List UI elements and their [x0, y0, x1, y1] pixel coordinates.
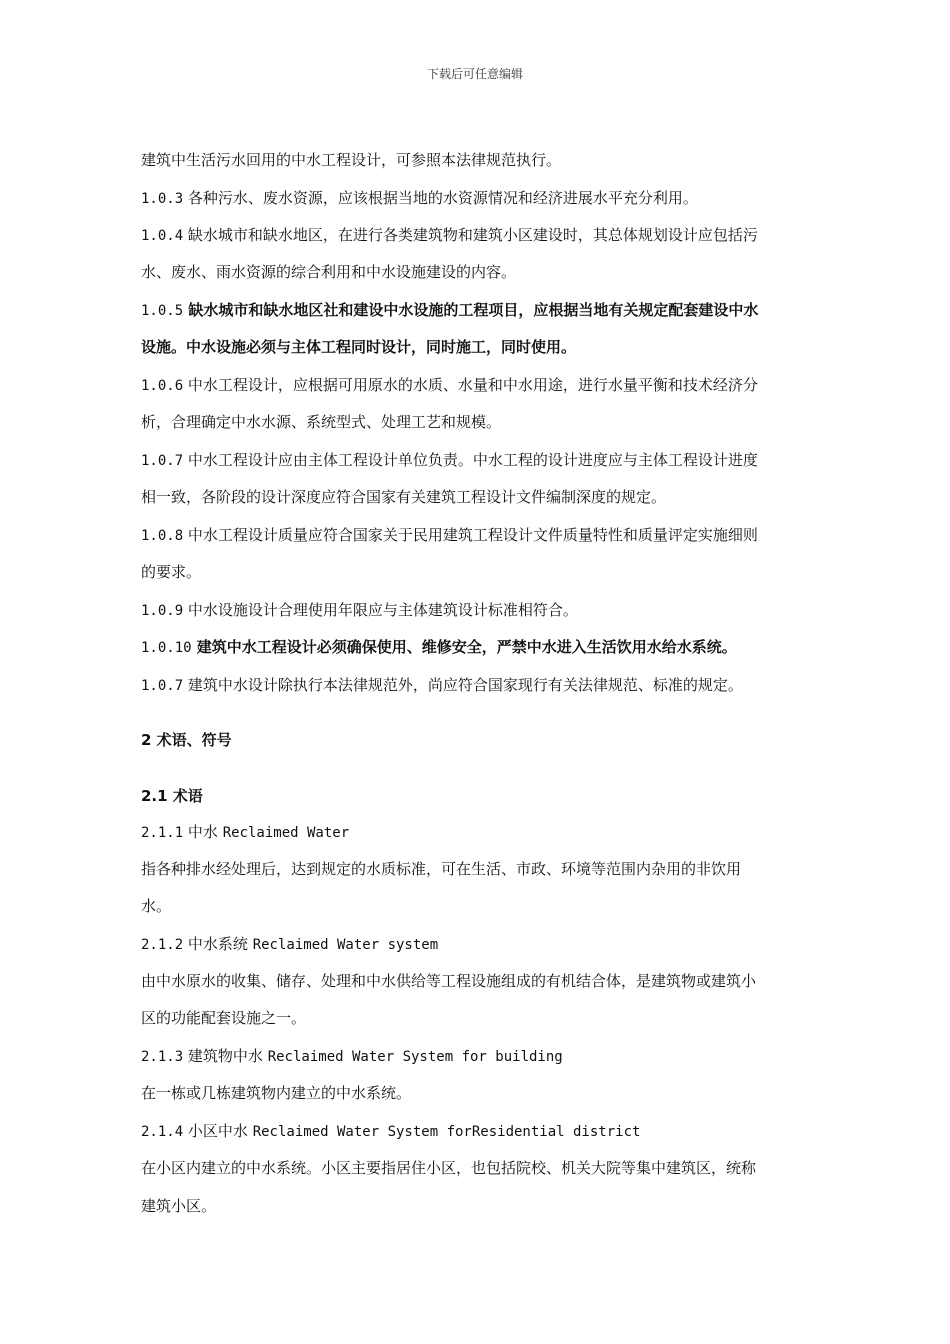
clause-1-0-7: [141, 450, 758, 471]
clause-1-0-10: [141, 637, 737, 658]
clause-1-0-9: [141, 600, 578, 621]
term-number: 2.1.3: [141, 1049, 184, 1065]
line-text: 建筑中生活污水回用的中水工程设计，可参照本法律规范执行。: [141, 151, 562, 169]
clause-text: 中水设施设计合理使用年限应与主体建筑设计标准相符合。: [183, 601, 578, 619]
line-text: 指各种排水经处理后，达到规定的水质标准，可在生活、市政、环境等范围内杂用的非饮用: [141, 860, 742, 878]
clause-number: 1.0.6: [141, 378, 184, 394]
clause-1-0-8: [141, 525, 758, 546]
clause-1-0-6: [141, 375, 758, 396]
line-text: 水、废水、雨水资源的综合利用和中水设施建设的内容。: [141, 263, 517, 281]
term-2-1-3: [141, 1046, 563, 1067]
term-name: 中水: [183, 823, 223, 841]
paragraph-line: [141, 1196, 216, 1216]
line-text: 相一致，各阶段的设计深度应符合国家有关建筑工程设计文件编制深度的规定。: [141, 488, 667, 506]
term-2-1-1: [141, 822, 349, 843]
term-number: 2.1.1: [141, 825, 184, 841]
term-number: 2.1.2: [141, 937, 184, 953]
term-english: Reclaimed Water: [222, 825, 350, 841]
term-number: 2.1.4: [141, 1124, 184, 1140]
clause-text: 各种污水、废水资源，应该根据当地的水资源情况和经济进展水平充分利用。: [183, 189, 698, 207]
clause-text: 缺水城市和缺水地区，在进行各类建筑物和建筑小区建设时，其总体规划设计应包括污: [183, 226, 758, 244]
clause-number: 1.0.4: [141, 228, 184, 244]
section-heading-2-1: [141, 786, 203, 806]
heading-text: 2.1 术语: [141, 787, 203, 805]
line-text: 在小区内建立的中水系统。小区主要指居住小区，也包括院校、机关大院等集中建筑区，统称: [141, 1159, 757, 1177]
paragraph-line-bold: [141, 337, 576, 357]
line-text: 析，合理确定中水水源、系统型式、处理工艺和规模。: [141, 413, 502, 431]
line-text: 由中水原水的收集、储存、处理和中水供给等工程设施组成的有机结合体，是建筑物或建筑小: [141, 972, 757, 990]
clause-text: 中水工程设计，应根据可用原水的水质、水量和中水用途，进行水量平衡和技术经济分: [183, 376, 758, 394]
paragraph-line: [141, 896, 171, 916]
clause-text: 中水工程设计质量应符合国家关于民用建筑工程设计文件质量特性和质量评定实施细则: [183, 526, 758, 544]
clause-number: 1.0.9: [141, 603, 184, 619]
paragraph-line: [141, 1083, 411, 1103]
clause-1-0-3: [141, 188, 698, 209]
clause-number: 1.0.7: [141, 453, 184, 469]
paragraph-line: [141, 562, 201, 582]
term-english: Reclaimed Water System for building: [267, 1049, 563, 1065]
term-name: 中水系统: [183, 935, 253, 953]
paragraph-line: [141, 412, 501, 432]
paragraph-line: [141, 1158, 756, 1178]
clause-text-bold: 建筑中水工程设计必须确保使用、维修安全，严禁中水进入生活饮用水给水系统。: [191, 638, 737, 656]
term-2-1-4: [141, 1121, 640, 1142]
clause-number: 1.0.7: [141, 678, 184, 694]
line-text: 建筑小区。: [141, 1197, 217, 1215]
paragraph-line: [141, 150, 561, 170]
line-text-bold: 设施。中水设施必须与主体工程同时设计，同时施工，同时使用。: [141, 338, 577, 356]
clause-number: 1.0.3: [141, 191, 184, 207]
clause-text-bold: 缺水城市和缺水地区社和建设中水设施的工程项目，应根据当地有关规定配套建设中水: [183, 301, 759, 319]
section-heading-2: [141, 730, 232, 750]
heading-text: 2 术语、符号: [141, 731, 232, 749]
clause-text: 建筑中水设计除执行本法律规范外，尚应符合国家现行有关法律规范、标准的规定。: [183, 676, 743, 694]
paragraph-line: [141, 487, 666, 507]
clause-number: 1.0.5: [141, 303, 184, 319]
line-text: 水。: [141, 897, 172, 915]
paragraph-line: [141, 971, 756, 991]
term-english: Reclaimed Water System forResidential district: [252, 1124, 641, 1140]
term-name: 小区中水: [183, 1122, 253, 1140]
page-header: 下载后可任意编辑: [426, 67, 523, 81]
line-text: 的要求。: [141, 563, 202, 581]
line-text: 在一栋或几栋建筑物内建立的中水系统。: [141, 1084, 412, 1102]
paragraph-line: [141, 262, 516, 282]
clause-text: 中水工程设计应由主体工程设计单位负责。中水工程的设计进度应与主体工程设计进度: [183, 451, 758, 469]
term-name: 建筑物中水: [183, 1047, 268, 1065]
clause-1-0-5: [141, 300, 758, 321]
clause-number: 1.0.8: [141, 528, 184, 544]
term-2-1-2: [141, 934, 438, 955]
line-text: 区的功能配套设施之一。: [141, 1009, 307, 1027]
paragraph-line: [141, 859, 741, 879]
clause-number: 1.0.10: [141, 640, 192, 656]
clause-1-0-4: [141, 225, 758, 246]
term-english: Reclaimed Water system: [252, 937, 439, 953]
paragraph-line: [141, 1008, 306, 1028]
clause-1-0-7-b: [141, 675, 743, 696]
